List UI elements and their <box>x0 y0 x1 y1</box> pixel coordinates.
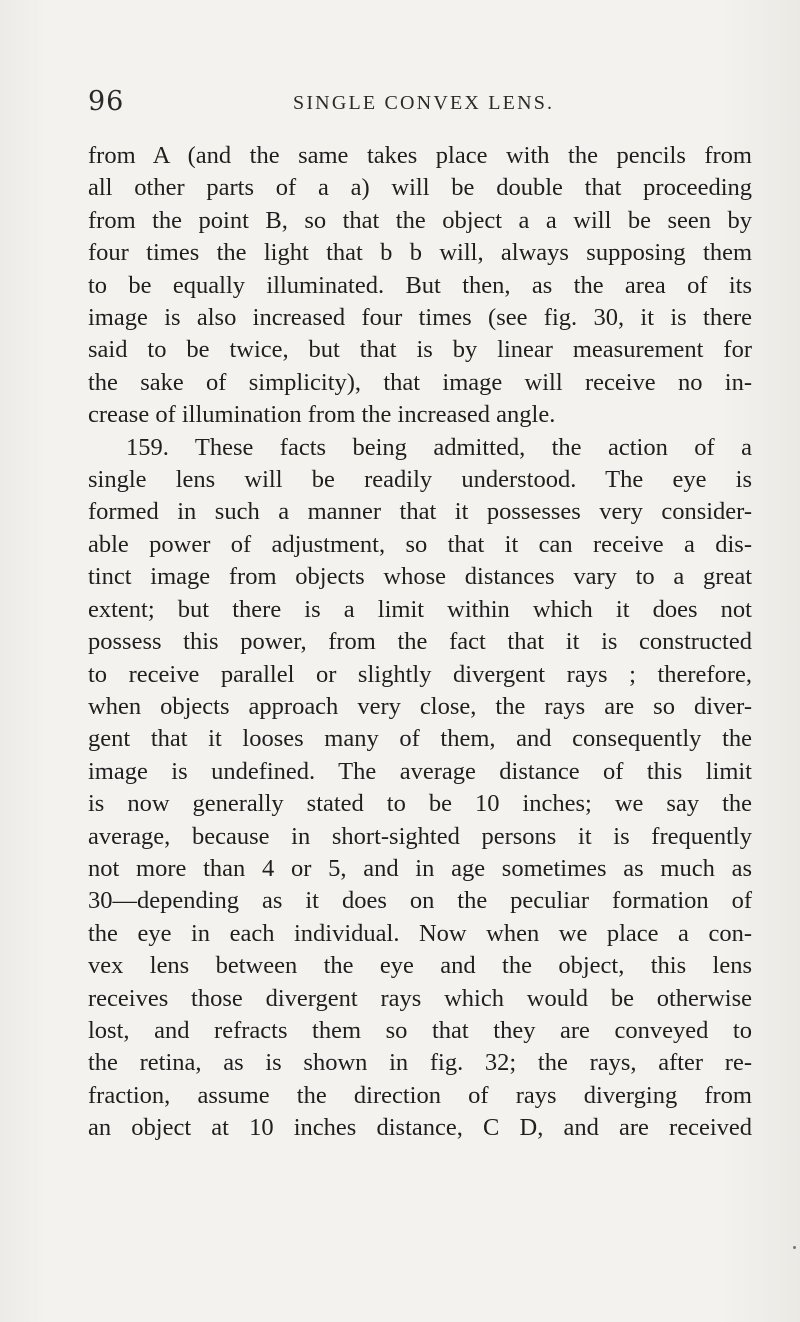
text-line: vex lens between the eye and the object, this lens <box>88 952 752 980</box>
page-number: 96 <box>88 86 125 117</box>
text-line: average, because in short-sighted persons it is frequently <box>88 822 752 850</box>
scan-speck <box>793 1246 796 1249</box>
body-text <box>88 140 752 1145</box>
text-line: single lens will be readily understood. The eye is <box>88 466 752 494</box>
text-line: the sake of simplicity), that image will receive no in- <box>88 368 752 396</box>
text-line: image is also increased four times (see fig. 30, it is there <box>88 304 752 332</box>
text-line: said to be twice, but that is by linear measurement for <box>88 336 752 364</box>
text-line: formed in such a manner that it possesses very consider- <box>88 498 752 526</box>
text-line: extent; but there is a limit within which it does not <box>88 595 752 623</box>
text-line: image is undefined. The average distance of this limit <box>88 757 752 785</box>
text-line: not more than 4 or 5, and in age sometimes as much as <box>88 854 752 882</box>
running-head: SINGLE CONVEX LENS. <box>293 92 555 114</box>
text-line: from A (and the same takes place with the pencils from <box>88 142 752 169</box>
text-line: to receive parallel or slightly divergent rays ; therefore, <box>88 660 752 688</box>
text-line: the retina, as is shown in fig. 32; the rays, after re- <box>88 1049 752 1077</box>
text-line: 30—depending as it does on the peculiar formation of <box>88 887 752 915</box>
text-line: 159. These facts being admitted, the action of a <box>126 433 752 461</box>
text-line: possess this power, from the fact that it is constructed <box>88 628 752 656</box>
text-line: four times the light that b b will, always supposing them <box>88 239 752 267</box>
text-line: from the point B, so that the object a a will be seen by <box>88 206 752 234</box>
text-line: fraction, assume the direction of rays diverging from <box>88 1081 752 1109</box>
text-line: when objects approach very close, the rays are so diver- <box>88 692 752 720</box>
text-line: crease of illumination from the increased angle. <box>88 401 556 429</box>
text-line: to be equally illuminated. But then, as the area of its <box>88 271 752 299</box>
text-line: all other parts of a a) will be double that proceeding <box>88 174 752 202</box>
text-line: able power of adjustment, so that it can receive a dis- <box>88 530 752 558</box>
text-line: an object at 10 inches distance, C D, and are received <box>88 1114 752 1142</box>
text-line: is now generally stated to be 10 inches; we say the <box>88 790 752 818</box>
text-line: the eye in each individual. Now when we place a con- <box>88 919 752 947</box>
text-line: receives those divergent rays which would be otherwise <box>88 984 752 1012</box>
text-line: lost, and refracts them so that they are conveyed to <box>88 1016 752 1044</box>
text-line: gent that it looses many of them, and consequently the <box>88 725 752 753</box>
text-line: tinct image from objects whose distances vary to a great <box>88 563 752 591</box>
page-header <box>0 86 800 126</box>
